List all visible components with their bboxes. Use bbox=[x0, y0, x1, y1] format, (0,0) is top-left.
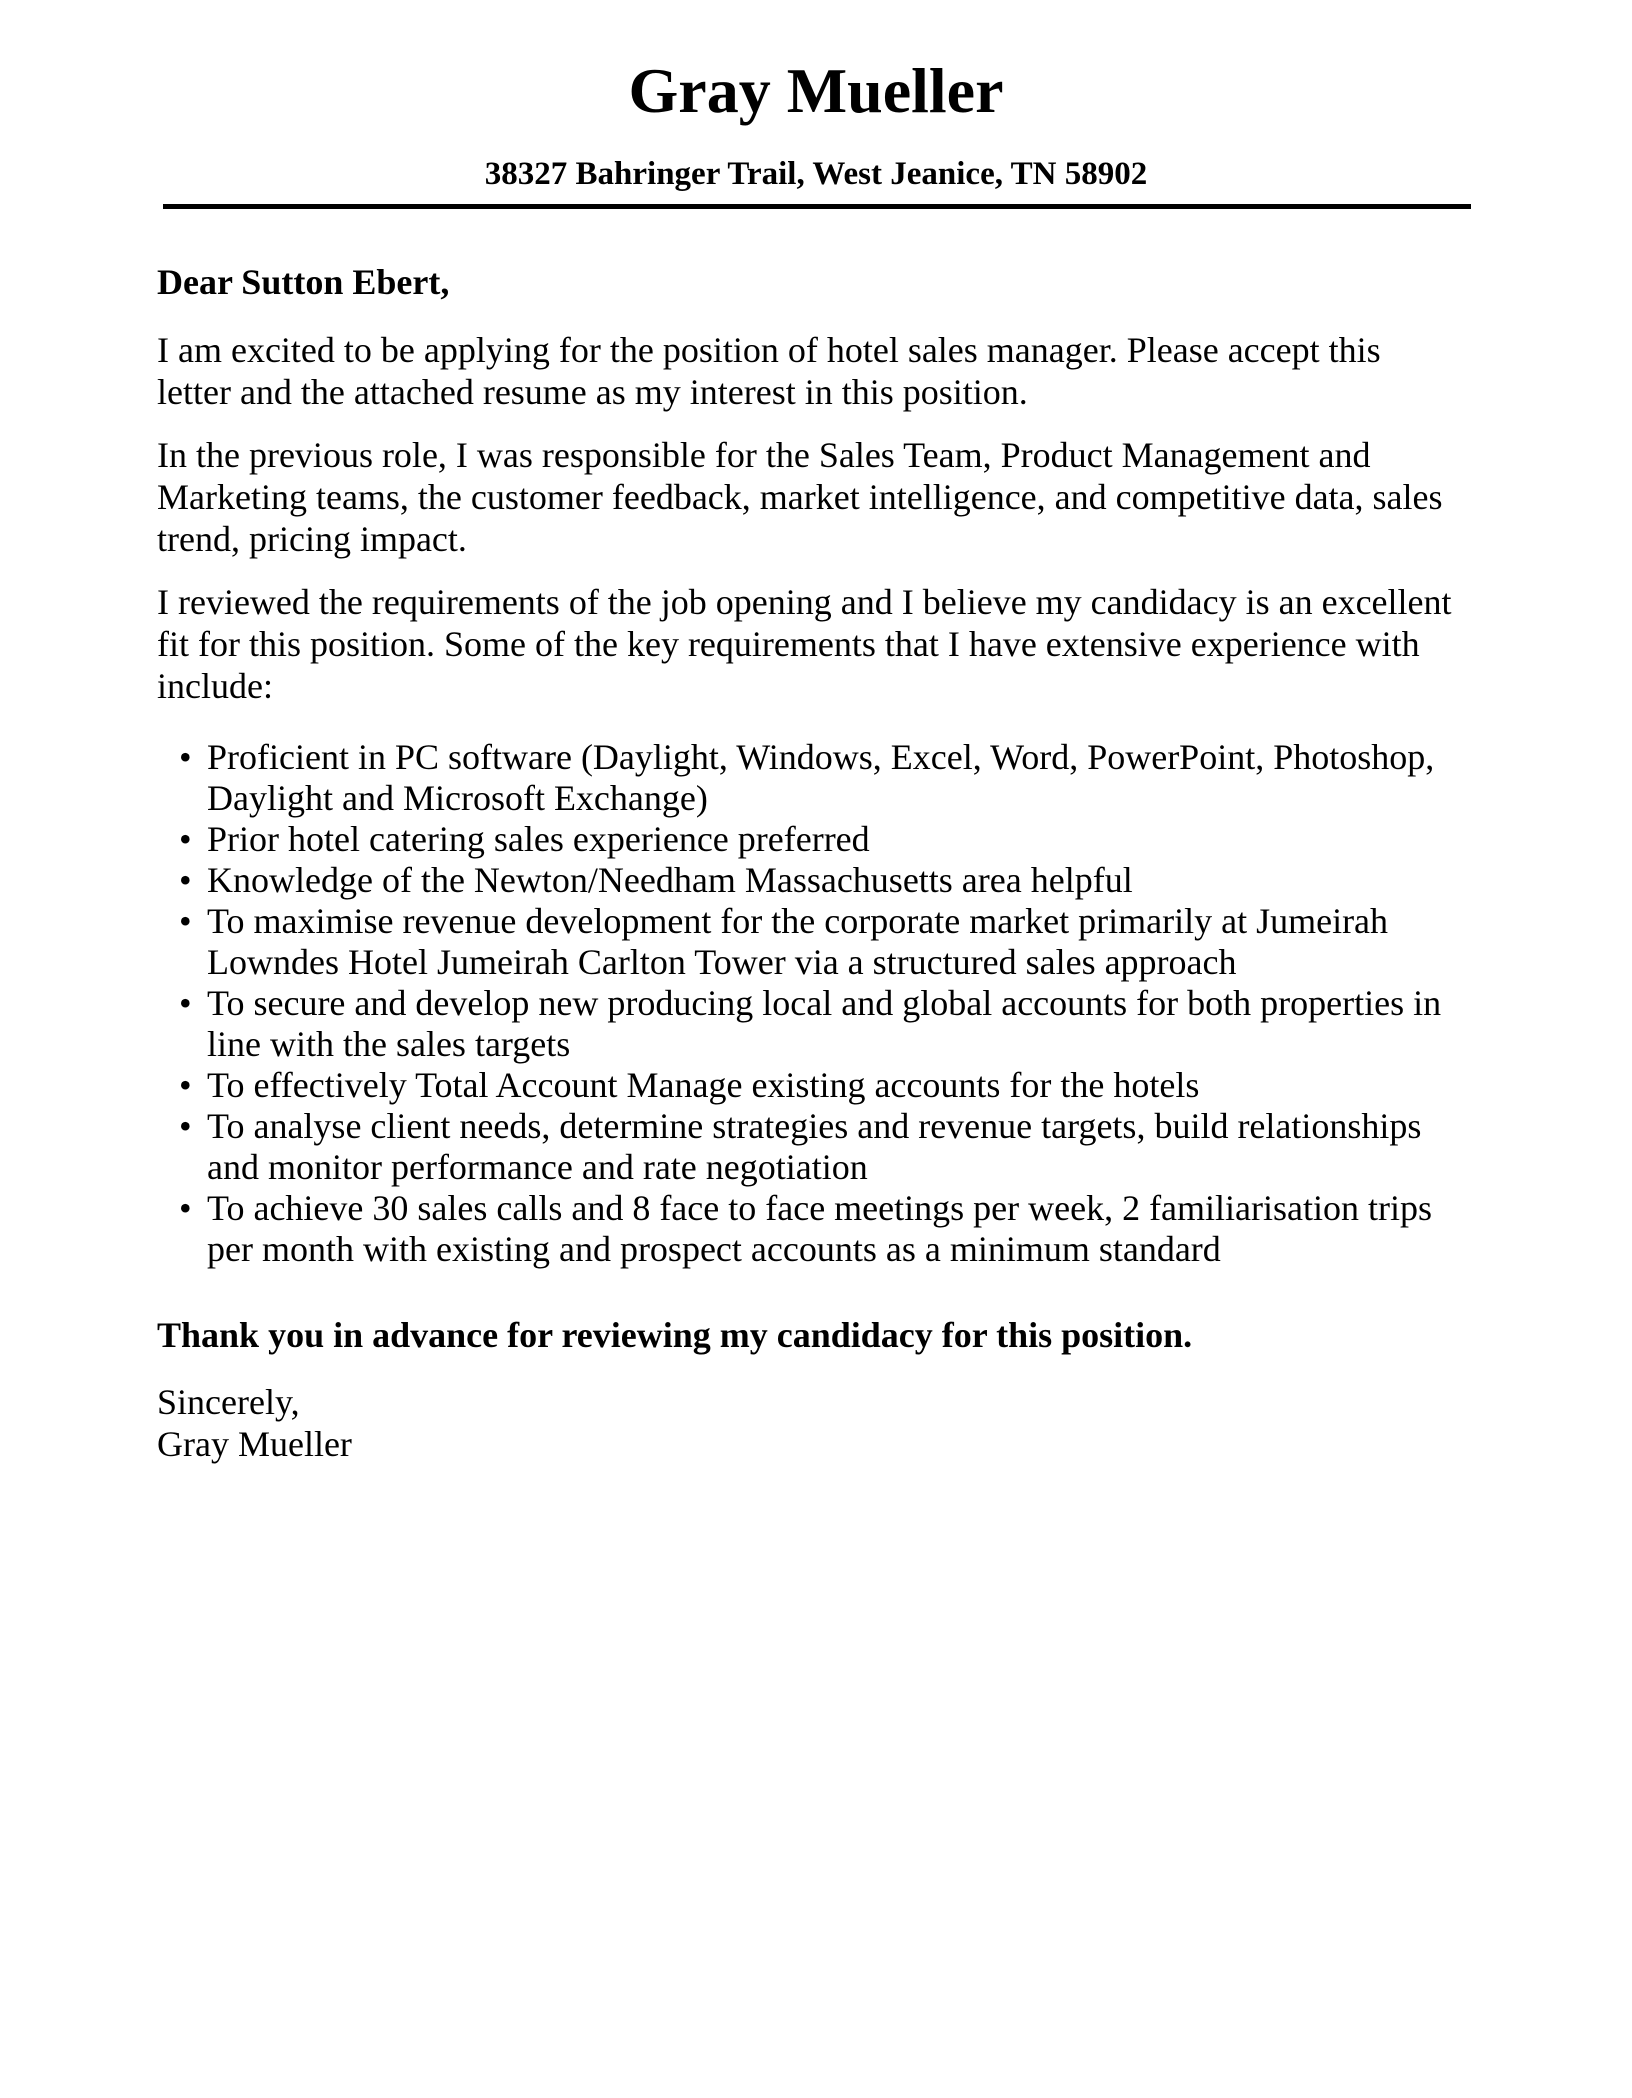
paragraph: In the previous role, I was responsible for the Sales Team, Product Management and Marketing teams, the customer feedback, market intelligence, and competitive data, sales trend, pricing impact. bbox=[157, 435, 1443, 559]
thank-you-line: Thank you in advance for reviewing my candidacy for this position. bbox=[157, 1315, 1193, 1355]
bullet-item: • To maximise revenue development for the corporate market primarily at Jumeirah Lowndes Hotel Jumeirah Carlton Tower via a structured sales approach bbox=[157, 901, 1462, 983]
bullet-item: • To achieve 30 sales calls and 8 face to face meetings per week, 2 familiarisation trips per month with existing and prospect accounts as a minimum standard bbox=[157, 1188, 1462, 1270]
letter-body bbox=[157, 261, 1462, 1465]
bullet-item: • To secure and develop new producing local and global accounts for both properties in line with the sales targets bbox=[157, 983, 1462, 1065]
signature-line: Gray Mueller bbox=[157, 1424, 352, 1464]
closing-block bbox=[157, 1381, 1462, 1465]
requirements-bullet-list bbox=[157, 737, 1462, 1270]
sender-address: 38327 Bahringer Trail, West Jeanice, TN 58902 bbox=[484, 156, 1148, 192]
intro-paragraphs bbox=[157, 329, 1462, 707]
bullet-item: • Prior hotel catering sales experience preferred bbox=[157, 819, 1462, 860]
paragraph: I am excited to be applying for the position of hotel sales manager. Please accept this letter and the attached resume as my interest in this position. bbox=[157, 330, 1381, 412]
bullet-item: • Knowledge of the Newton/Needham Massachusetts area helpful bbox=[157, 860, 1462, 901]
bullet-item: • To effectively Total Account Manage existing accounts for the hotels bbox=[157, 1065, 1462, 1106]
bullet-item: • To analyse client needs, determine strategies and revenue targets, build relationships and monitor performance and rate negotiation bbox=[157, 1106, 1462, 1188]
paragraph: I reviewed the requirements of the job opening and I believe my candidacy is an excellent fit for this position. Some of the key requirements that I have extensive experience with include: bbox=[157, 582, 1452, 706]
header-divider-rule bbox=[163, 204, 1471, 209]
bullet-item: • Proficient in PC software (Daylight, Windows, Excel, Word, PowerPoint, Photoshop, Daylight and Microsoft Exchange) bbox=[157, 737, 1462, 819]
closing-line: Sincerely, bbox=[157, 1382, 300, 1422]
letter-header bbox=[0, 0, 1632, 194]
sender-name: Gray Mueller bbox=[628, 55, 1004, 126]
salutation: Dear Sutton Ebert, bbox=[157, 262, 450, 302]
